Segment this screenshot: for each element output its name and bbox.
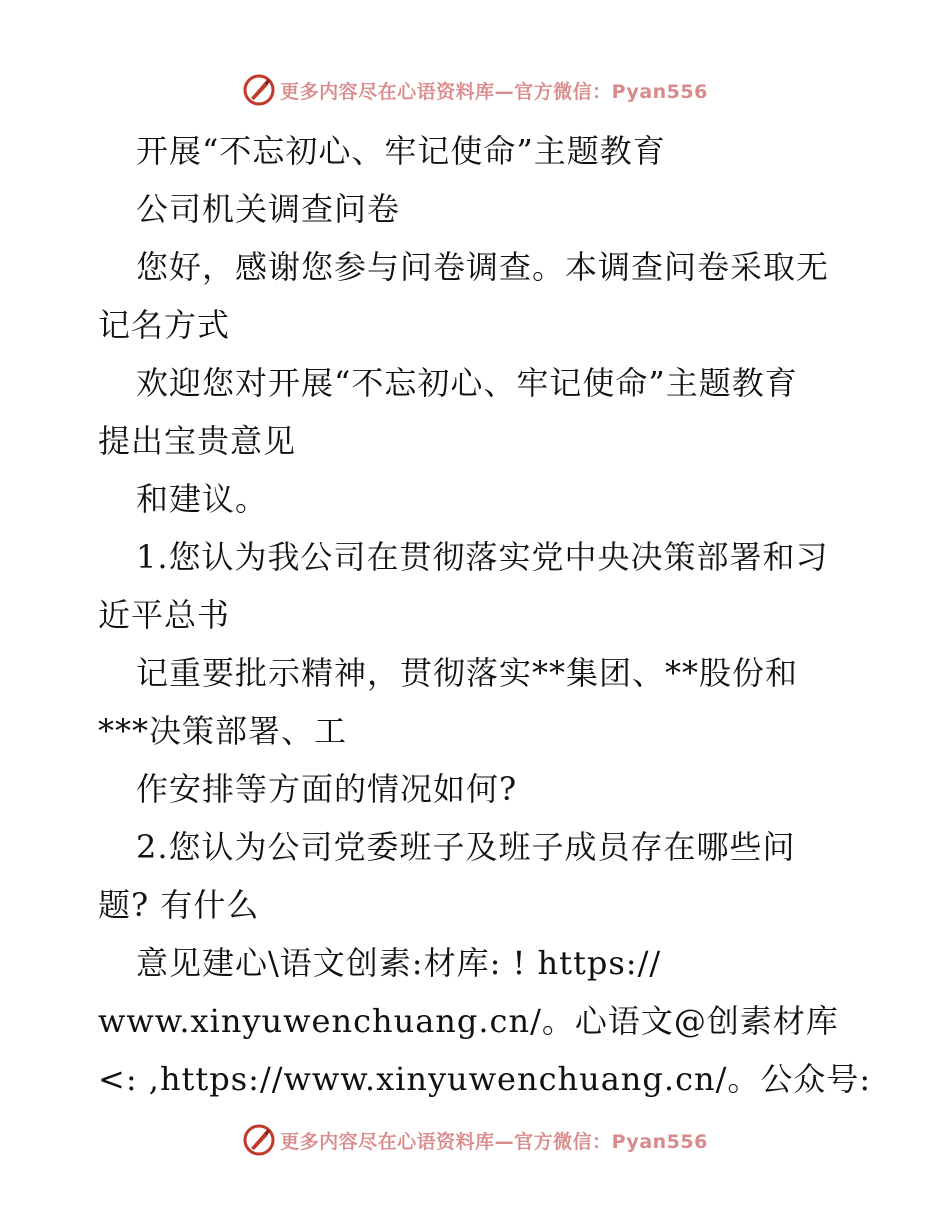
question-1-line: 作安排等方面的情况如何? [136, 770, 518, 808]
watermark-text-line: www.xinyuwenchuang.cn/。心语文@创素材库 [98, 1002, 839, 1040]
question-1-line: ***决策部署、工 [98, 712, 348, 750]
watermark-text-line: 意见建心\语文创素:材库: ! https:// [136, 944, 662, 982]
text-line: 您好，感谢您参与问卷调查。本调查问卷采取无 [136, 248, 830, 286]
question-2-line: 2.您认为公司党委班子及班子成员存在哪些问 [136, 828, 796, 866]
footer-banner [0, 1120, 950, 1160]
pen-logo-icon [242, 73, 276, 107]
question-1-line: 记重要批示精神，贯彻落实**集团、**股份和 [136, 654, 799, 692]
header-banner-text: 更多内容尽在心语资料库—官方微信：Pyan556 [280, 80, 708, 103]
question-1-line: 近平总书 [98, 596, 231, 634]
header-banner [0, 70, 950, 110]
pen-logo-icon [242, 1123, 276, 1157]
question-1-line: 1.您认为我公司在贯彻落实党中央决策部署和习 [136, 538, 829, 576]
text-line: 和建议。 [136, 480, 269, 518]
text-line: 记名方式 [98, 306, 231, 344]
doc-title-line-1: 开展“不忘初心、牢记使命”主题教育 [136, 132, 666, 170]
doc-title-line-2: 公司机关调查问卷 [136, 190, 401, 228]
watermark-text-line: <: ,https://www.xinyuwenchuang.cn/。公众号: [98, 1060, 872, 1098]
document-body [98, 122, 872, 1108]
footer-banner-text: 更多内容尽在心语资料库—官方微信：Pyan556 [280, 1130, 708, 1153]
question-2-line: 题? 有什么 [98, 886, 260, 924]
text-line: 欢迎您对开展“不忘初心、牢记使命”主题教育 [136, 364, 798, 402]
text-line: 提出宝贵意见 [98, 422, 297, 460]
